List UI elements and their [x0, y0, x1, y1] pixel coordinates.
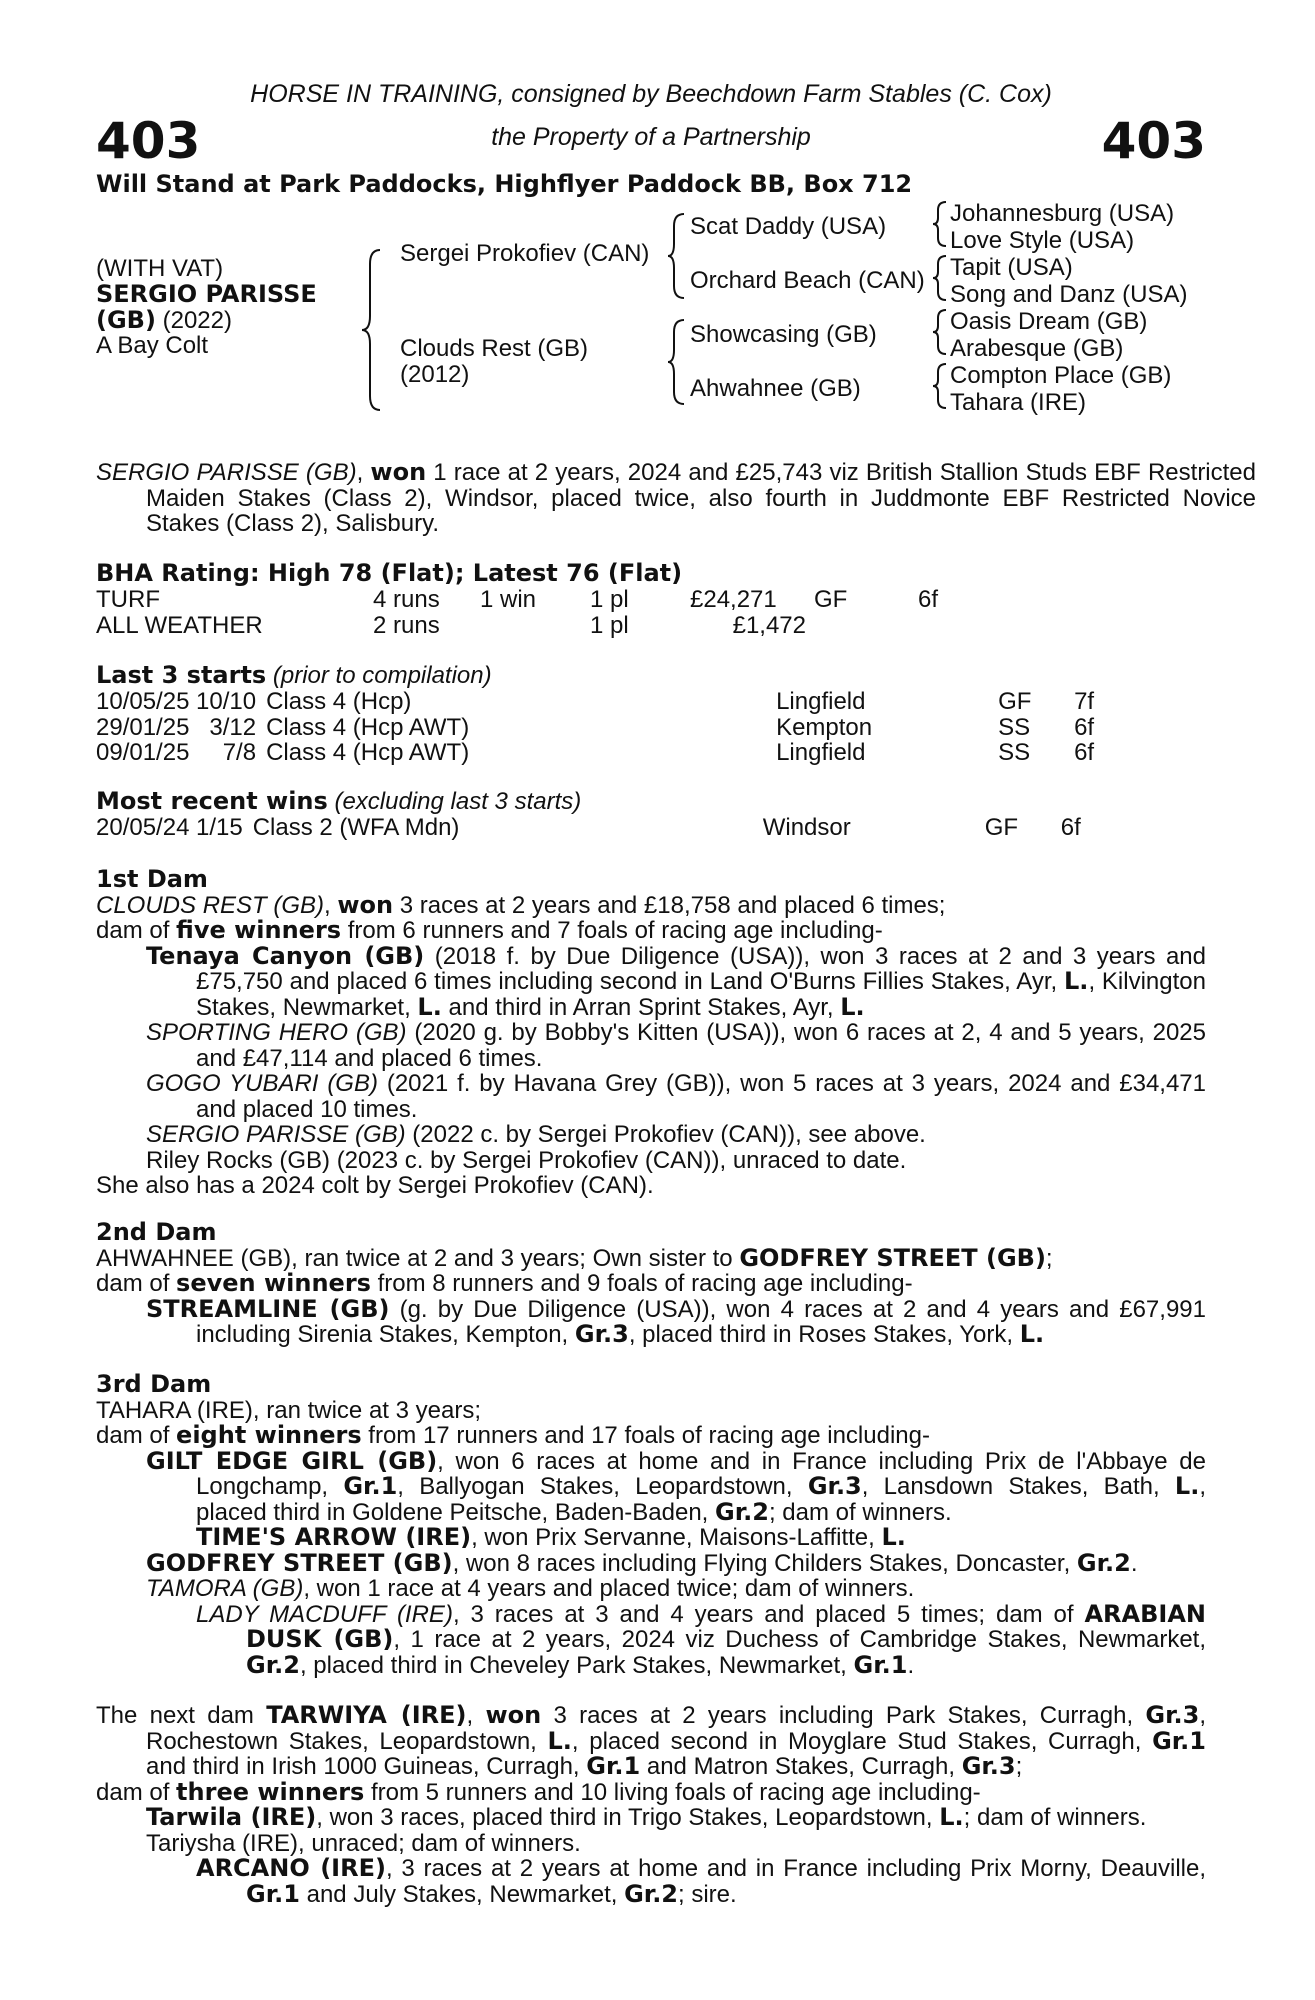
race-summary: SERGIO PARISSE (GB), won 1 race at 2 years, 2024 and £25,743 viz British Stallion Studs EBF Restricted Maiden Stakes (Class 2), Windsor, placed twice, also fourth in Juddmonte EBF Restricted Novice Stakes (Class 2), Salisbury. [96, 458, 1257, 537]
catalogue-page [96, 0, 1257, 2000]
dam-produce-line: dam of seven winners from 8 runners and 9 foals of racing age including- [96, 1269, 913, 1297]
section-heading: 3rd Dam [96, 1370, 212, 1398]
dam: Clouds Rest (GB) [400, 335, 589, 362]
section-heading: 1st Dam [96, 865, 208, 893]
table-row: ALL WEATHER 2 runs 1 pl £1,472 [96, 611, 806, 639]
brace-dam [670, 320, 688, 404]
table-row: 20/05/24 1/15 Class 2 (WFA Mdn) Windsor GF 6f [96, 814, 1081, 841]
vat-note: (WITH VAT) [96, 255, 224, 282]
ancestor-8: Tahara (IRE) [950, 389, 1087, 416]
last-starts-heading: Last 3 starts (prior to compilation) [96, 661, 492, 689]
recent-wins-table [96, 815, 1101, 841]
ancestor-4: Song and Danz (USA) [950, 281, 1188, 308]
section-heading: 2nd Dam [96, 1218, 217, 1246]
brace-g4 [934, 364, 950, 408]
list-item: SPORTING HERO (GB) (2020 g. by Bobby's Kitten (USA)), won 6 races at 2, 4 and 5 years, 2025 and £47,114 and placed 6 times. [146, 1019, 1207, 1072]
dam-sire: Showcasing (GB) [690, 321, 877, 348]
brace-sire [670, 214, 688, 298]
list-item: LADY MACDUFF (IRE), 3 races at 3 and 4 years and placed 5 times; dam of ARABIAN DUSK (GB), 1 race at 2 years, 2024 viz Duchess of Cambridge Stakes, Newmarket, Gr.2, placed third in Cheveley Park Stakes, Newmarket, Gr.1. [196, 1599, 1207, 1679]
list-item: GOGO YUBARI (GB) (2021 f. by Havana Grey (GB)), won 5 races at 3 years, 2024 and £34,471 and placed 10 times. [146, 1070, 1206, 1123]
horse-origin: (GB) (2022) [96, 306, 232, 334]
list-item: SERGIO PARISSE (GB) (2022 c. by Sergei Prokofiev (CAN)), see above. [146, 1121, 926, 1148]
sire: Sergei Prokofiev (CAN) [400, 240, 650, 267]
dam-produce-line: dam of five winners from 6 runners and 7 foals of racing age including- [96, 916, 883, 944]
first-dam-section [96, 867, 1206, 1199]
brace-g3 [934, 310, 950, 354]
brace-g2 [934, 256, 950, 300]
third-dam-section [96, 1372, 1206, 1678]
lot-number-right: 403 [1101, 112, 1206, 170]
list-item: Tenaya Canyon (GB) (2018 f. by Due Diligence (USA)), won 3 races at 2 and 3 years and £75,750 and placed 6 times including second in Land O'Burns Fillies Stakes, Ayr, L., Kilvington Stakes, Newmarket, L. and third in Arran Sprint Stakes, Ayr, L. [146, 941, 1206, 1021]
lot-number-left: 403 [96, 112, 201, 170]
list-item: GODFREY STREET (GB), won 8 races including Flying Childers Stakes, Doncaster, Gr.2. [146, 1548, 1138, 1577]
sire-sire: Scat Daddy (USA) [690, 213, 887, 240]
dam-line: AHWAHNEE (GB), ran twice at 2 and 3 years; Own sister to GODFREY STREET (GB); [96, 1243, 1053, 1272]
horse-name: SERGIO PARISSE [96, 280, 317, 308]
dam-produce-line: dam of eight winners from 17 runners and 17 foals of racing age including- [96, 1421, 930, 1449]
last-starts-table [96, 689, 1114, 766]
dam-line: The next dam TARWIYA (IRE), won 3 races at 2 years including Park Stakes, Curragh, Gr.3, Rochestown Stakes, Leopardstown, L., placed second in Moyglare Stud Stakes, Curragh, Gr.1 and third in Irish 1000 Guineas, Curragh, Gr.1 and Matron Stakes, Curragh, Gr.3; [96, 1701, 1207, 1780]
list-item: Tariysha (IRE), unraced; dam of winners. [146, 1829, 581, 1857]
dam-note: She also has a 2024 colt by Sergei Prokofiev (CAN). [96, 1172, 654, 1199]
ancestor-5: Oasis Dream (GB) [950, 308, 1148, 335]
brace-main [366, 250, 386, 410]
ancestor-7: Compton Place (GB) [950, 362, 1172, 389]
ancestor-3: Tapit (USA) [950, 254, 1073, 281]
horse-description: A Bay Colt [96, 332, 209, 359]
recent-wins-heading: Most recent wins (excluding last 3 starts) [96, 787, 582, 815]
list-item: ARCANO (IRE), 3 races at 2 years at home and in France including Prix Morny, Deauville, Gr.1 and July Stakes, Newmarket, Gr.2; sire. [196, 1854, 1207, 1908]
dam-line: TAHARA (IRE), ran twice at 3 years; [96, 1396, 481, 1424]
stand-location: Will Stand at Park Paddocks, Highflyer Paddock BB, Box 712 [96, 170, 913, 198]
list-item: TAMORA (GB), won 1 race at 4 years and placed twice; dam of winners. [146, 1575, 915, 1602]
list-item: Riley Rocks (GB) (2023 c. by Sergei Prokofiev (CAN)), unraced to date. [146, 1146, 907, 1174]
sire-dam: Orchard Beach (CAN) [690, 267, 925, 294]
list-item: TIME'S ARROW (IRE), won Prix Servanne, Maisons-Laffitte, L. [196, 1523, 906, 1551]
dam-produce-line: dam of three winners from 5 runners and 10 living foals of racing age including- [96, 1777, 981, 1806]
table-row: 10/05/25 10/10 Class 4 (Hcp) Lingfield GF 7f [96, 688, 1095, 715]
second-dam-section [96, 1220, 1206, 1348]
table-row: 09/01/25 7/8 Class 4 (Hcp AWT) Lingfield SS 6f [96, 739, 1095, 766]
ancestor-6: Arabesque (GB) [950, 335, 1124, 362]
table-row: TURF 4 runs 1 win 1 pl £24,271 GF 6f [96, 586, 939, 613]
next-dam-section [96, 1703, 1206, 1907]
bha-rating-heading: BHA Rating: High 78 (Flat); Latest 76 (Flat) [96, 559, 683, 587]
list-item: Tarwila (IRE), won 3 races, placed third in Trigo Stakes, Leopardstown, L.; dam of winners. [146, 1803, 1147, 1831]
ancestor-2: Love Style (USA) [950, 227, 1135, 254]
bha-stats-table [96, 587, 958, 638]
property-line: the Property of a Partnership [491, 123, 811, 151]
list-item: STREAMLINE (GB) (g. by Due Diligence (USA)), won 4 races at 2 and 4 years and £67,991 including Sirenia Stakes, Kempton, Gr.3, placed third in Roses Stakes, York, L. [146, 1294, 1206, 1348]
table-row: 29/01/25 3/12 Class 4 (Hcp AWT) Kempton SS 6f [96, 713, 1095, 741]
dam-line: CLOUDS REST (GB), won 3 races at 2 years and £18,758 and placed 6 times; [96, 890, 946, 919]
ancestor-1: Johannesburg (USA) [950, 200, 1175, 227]
dam-year: (2012) [400, 361, 470, 388]
brace-g1 [934, 202, 950, 246]
dam-dam: Ahwahnee (GB) [690, 375, 861, 402]
list-item: GILT EDGE GIRL (GB), won 6 races at home and in France including Prix de l'Abbaye de Longchamp, Gr.1, Ballyogan Stakes, Leopardstown, Gr.3, Lansdown Stakes, Bath, L., placed third in Goldene Peitsche, Baden-Baden, Gr.2; dam of winners. [146, 1446, 1207, 1526]
consignor-line: HORSE IN TRAINING, consigned by Beechdown Farm Stables (C. Cox) [250, 80, 1052, 108]
